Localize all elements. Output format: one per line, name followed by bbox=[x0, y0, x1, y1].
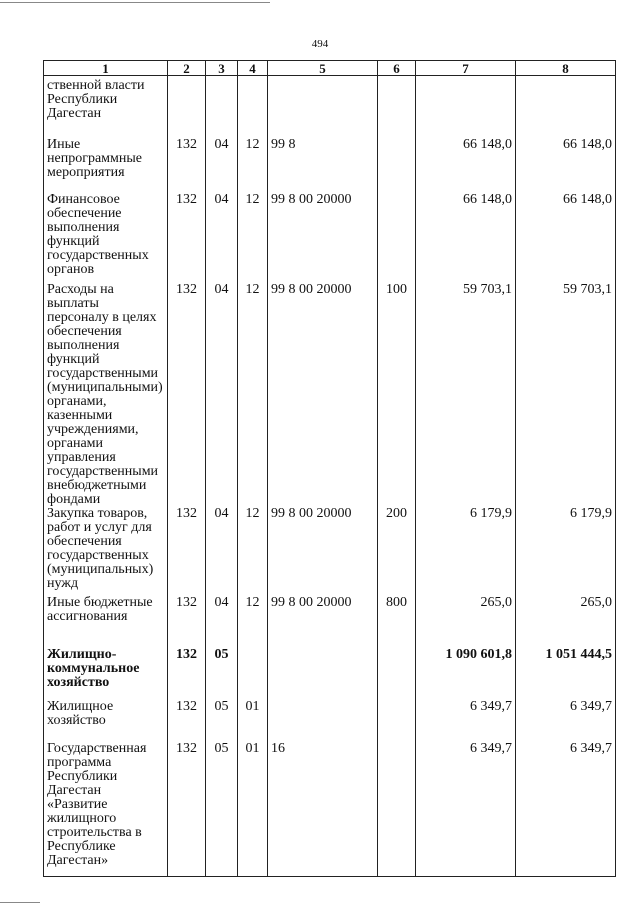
row-rz: 05 bbox=[206, 648, 238, 700]
budget-table bbox=[43, 60, 616, 877]
row-name: ственной власти Республики Дагестан bbox=[44, 76, 168, 138]
row-pr: 12 bbox=[238, 138, 268, 193]
row-vr bbox=[378, 648, 416, 700]
row-rz bbox=[206, 76, 238, 138]
row-rz: 05 bbox=[206, 700, 238, 742]
row-vr bbox=[378, 700, 416, 742]
row-sum1: 66 148,0 bbox=[416, 193, 516, 283]
header-cell: 4 bbox=[238, 61, 268, 76]
header-cell: 8 bbox=[516, 61, 616, 76]
row-csr bbox=[268, 76, 378, 138]
row-sum2: 6 349,7 bbox=[516, 700, 616, 742]
row-sum1: 6 179,9 bbox=[416, 507, 516, 596]
row-rz: 05 bbox=[206, 742, 238, 877]
row-sum1: 6 349,7 bbox=[416, 742, 516, 877]
table-row bbox=[44, 596, 616, 648]
header-cell: 1 bbox=[44, 61, 168, 76]
row-sum1: 1 090 601,8 bbox=[416, 648, 516, 700]
table-row bbox=[44, 138, 616, 193]
page-number: 494 bbox=[311, 38, 329, 50]
row-pr: 01 bbox=[238, 742, 268, 877]
row-csr: 99 8 bbox=[268, 138, 378, 193]
row-name: Иные непрограммные мероприятия bbox=[44, 138, 168, 193]
row-ved: 132 bbox=[168, 596, 206, 648]
row-ved: 132 bbox=[168, 283, 206, 507]
row-pr bbox=[238, 648, 268, 700]
header-cell: 6 bbox=[378, 61, 416, 76]
row-pr: 12 bbox=[238, 193, 268, 283]
table-row bbox=[44, 76, 616, 138]
row-csr: 99 8 00 20000 bbox=[268, 283, 378, 507]
row-rz: 04 bbox=[206, 507, 238, 596]
row-name: Жилищно-коммунальное хозяйство bbox=[44, 648, 168, 700]
row-csr bbox=[268, 648, 378, 700]
row-pr: 12 bbox=[238, 507, 268, 596]
header-cell: 3 bbox=[206, 61, 238, 76]
row-rz: 04 bbox=[206, 596, 238, 648]
bottom-rule bbox=[0, 902, 40, 903]
top-rule bbox=[0, 2, 270, 3]
row-vr bbox=[378, 742, 416, 877]
row-csr bbox=[268, 700, 378, 742]
row-rz: 04 bbox=[206, 283, 238, 507]
row-name: Жилищное хозяйство bbox=[44, 700, 168, 742]
header-cell: 5 bbox=[268, 61, 378, 76]
row-vr: 100 bbox=[378, 283, 416, 507]
row-ved: 132 bbox=[168, 700, 206, 742]
table-row bbox=[44, 700, 616, 742]
row-csr: 16 bbox=[268, 742, 378, 877]
row-vr bbox=[378, 193, 416, 283]
header-row bbox=[44, 61, 616, 76]
row-name: Финансовое обеспечение выполнения функций государственных органов bbox=[44, 193, 168, 283]
row-rz: 04 bbox=[206, 138, 238, 193]
row-sum1: 59 703,1 bbox=[416, 283, 516, 507]
row-pr: 01 bbox=[238, 700, 268, 742]
row-vr bbox=[378, 76, 416, 138]
row-sum2: 6 179,9 bbox=[516, 507, 616, 596]
row-csr: 99 8 00 20000 bbox=[268, 193, 378, 283]
row-sum2: 265,0 bbox=[516, 596, 616, 648]
table-row bbox=[44, 648, 616, 700]
row-name: Расходы на выплаты персоналу в целях обеспечения выполнения функций государственными (муниципальными) органами, казенными учреждениями, органами управления государственными внебюджетными фондами bbox=[44, 283, 168, 507]
row-sum2: 66 148,0 bbox=[516, 193, 616, 283]
row-vr bbox=[378, 138, 416, 193]
row-ved: 132 bbox=[168, 507, 206, 596]
header-cell: 7 bbox=[416, 61, 516, 76]
row-sum2: 66 148,0 bbox=[516, 138, 616, 193]
row-rz: 04 bbox=[206, 193, 238, 283]
row-ved: 132 bbox=[168, 138, 206, 193]
row-ved bbox=[168, 76, 206, 138]
row-sum2: 6 349,7 bbox=[516, 742, 616, 877]
table-row bbox=[44, 742, 616, 877]
row-ved: 132 bbox=[168, 742, 206, 877]
row-name: Государственная программа Республики Дагестан «Развитие жилищного строительства в Республике Дагестан» bbox=[44, 742, 168, 877]
row-csr: 99 8 00 20000 bbox=[268, 507, 378, 596]
row-sum2: 1 051 444,5 bbox=[516, 648, 616, 700]
table-row bbox=[44, 193, 616, 283]
row-name: Закупка товаров, работ и услуг для обеспечения государственных (муниципальных) нужд bbox=[44, 507, 168, 596]
row-pr bbox=[238, 76, 268, 138]
row-csr: 99 8 00 20000 bbox=[268, 596, 378, 648]
row-name: Иные бюджетные ассигнования bbox=[44, 596, 168, 648]
row-ved: 132 bbox=[168, 193, 206, 283]
row-sum1 bbox=[416, 76, 516, 138]
row-vr: 800 bbox=[378, 596, 416, 648]
row-sum1: 66 148,0 bbox=[416, 138, 516, 193]
row-vr: 200 bbox=[378, 507, 416, 596]
row-ved: 132 bbox=[168, 648, 206, 700]
table-row bbox=[44, 507, 616, 596]
row-sum1: 265,0 bbox=[416, 596, 516, 648]
table-row bbox=[44, 283, 616, 507]
row-sum1: 6 349,7 bbox=[416, 700, 516, 742]
row-pr: 12 bbox=[238, 596, 268, 648]
row-pr: 12 bbox=[238, 283, 268, 507]
row-sum2 bbox=[516, 76, 616, 138]
header-cell: 2 bbox=[168, 61, 206, 76]
row-sum2: 59 703,1 bbox=[516, 283, 616, 507]
